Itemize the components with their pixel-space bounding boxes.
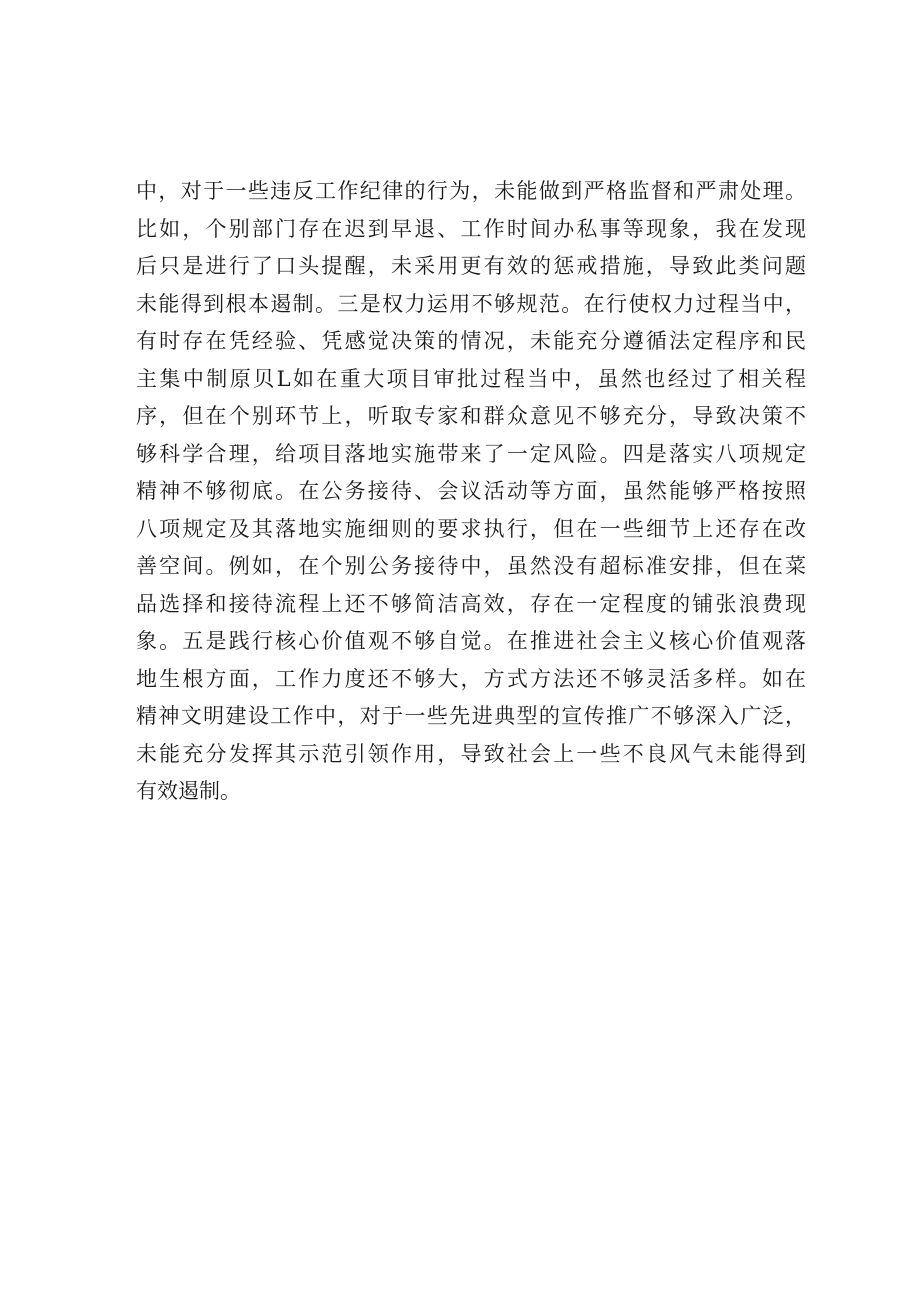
body-paragraph <box>136 173 806 811</box>
paragraph-line: 地生根方面，工作力度还不够大，方式方法还不够灵活多样。如在 <box>136 666 806 691</box>
paragraph-line: 八项规定及其落地实施细则的要求执行，但在一些细节上还存在改 <box>136 516 806 541</box>
paragraph-line: 象。五是践行核心价值观不够自觉。在推进社会主义核心价值观落 <box>136 629 806 653</box>
paragraph-line: 中，对于一些违反工作纪律的行为，未能做到严格监督和严肃处理。 <box>136 179 806 203</box>
paragraph-line: 品选择和接待流程上还不够简洁高效，存在一定程度的铺张浪费现 <box>136 591 806 616</box>
paragraph-line: 比如，个别部门存在迟到早退、工作时间办私事等现象，我在发现 <box>136 216 806 241</box>
paragraph-line: 未能充分发挥其示范引领作用，导致社会上一些不良风气未能得到 <box>136 741 806 766</box>
paragraph-line: 未能得到根本遏制。三是权力运用不够规范。在行使权力过程当中， <box>136 291 806 316</box>
paragraph-line: 后只是进行了口头提醒，未采用更有效的惩戒措施，导致此类问题 <box>136 254 806 278</box>
paragraph-line: 序，但在个别环节上，听取专家和群众意见不够充分，导致决策不 <box>136 404 806 428</box>
paragraph-line: 主集中制原贝L如在重大项目审批过程当中，虽然也经过了相关程 <box>136 366 806 391</box>
paragraph-line: 有时存在凭经验、凭感觉决策的情况，未能充分遵循法定程序和民 <box>136 329 806 353</box>
paragraph-line: 善空间。例如，在个别公务接待中，虽然没有超标准安排，但在菜 <box>136 554 806 578</box>
paragraph-line: 精神文明建设工作中，对于一些先进典型的宣传推广不够深入广泛， <box>136 704 806 728</box>
paragraph-line: 够科学合理，给项目落地实施带来了一定风险。四是落实八项规定 <box>136 441 806 466</box>
paragraph-line: 有效遏制。 <box>136 779 241 803</box>
paragraph-line: 精神不够彻底。在公务接待、会议活动等方面，虽然能够严格按照 <box>136 479 806 503</box>
